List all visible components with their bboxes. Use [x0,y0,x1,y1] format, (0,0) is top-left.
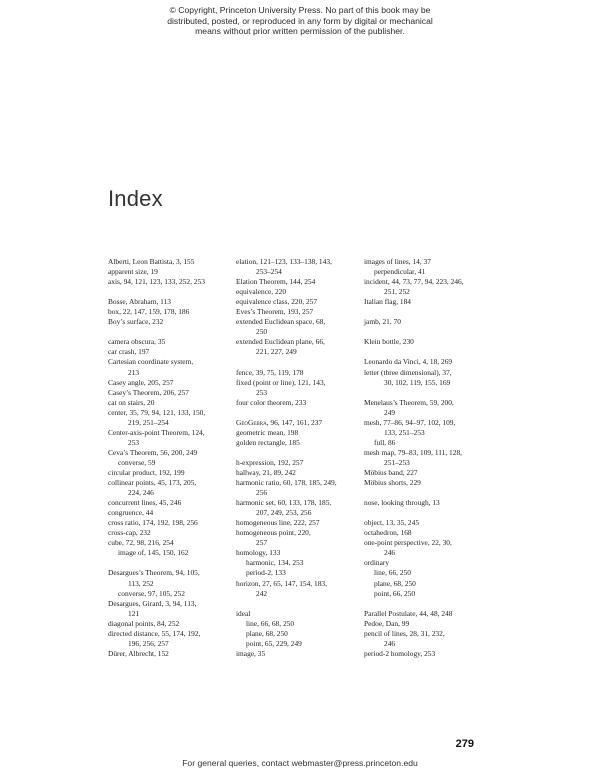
index-entry-continuation: 242 [256,588,268,598]
index-entry: horizon, 27, 65, 147, 154, 183, [236,578,327,588]
index-entry-continuation: 249 [384,407,396,417]
index-entry-continuation: 246 [384,638,396,648]
index-gap [364,327,489,337]
index-gap [236,408,361,418]
index-subentry: plane, 68, 250 [374,578,416,588]
index-entry: harmonic ratio, 60, 178, 185, 249, [236,478,337,488]
index-subentry: harmonic, 134, 253 [246,558,304,568]
index-entry: homogeneous point, 220, [236,528,311,538]
index-entry-continuation: 246 [384,548,396,558]
index-entry-continuation: 250 [256,327,268,337]
index-entry: diagonal points, 84, 252 [108,618,180,628]
index-entry: Bosse, Abraham, 113 [108,297,171,307]
index-entry: cube, 72, 98, 216, 254 [108,538,174,548]
index-entry: Desargues, Girard, 3, 94, 113, [108,598,197,608]
index-gap [364,307,489,317]
index-entry: fixed (point or line), 121, 143, [236,377,326,387]
index-entry: extended Euclidean plane, 66, [236,337,325,347]
index-entry: congruence, 44 [108,508,154,518]
index-entry: box, 22, 147, 159, 178, 186 [108,307,190,317]
index-entry: Casey angle, 205, 257 [108,377,174,387]
index-entry: Leonardo da Vinci, 4, 18, 269 [364,357,453,367]
index-entry: one-point perspective, 22, 30, [364,538,452,548]
index-gap [236,599,361,609]
index-entry: Möbius shorts, 229 [364,478,421,488]
index-entry: Ceva’s Theorem, 56, 200, 249 [108,447,198,457]
index-entry: Cartesian coordinate system, [108,357,194,367]
index-entry-continuation: 253–254 [256,267,282,277]
index-entry-continuation: 196, 256, 257 [128,638,169,648]
index-entry: collinear points, 45, 173, 205, [108,478,197,488]
index-entry: extended Euclidean space, 68, [236,317,326,327]
index-entry: nose, looking through, 13 [364,498,440,508]
index-column-2 [236,257,361,659]
page-title: Index [108,186,163,211]
index-entry: equivalence class, 220, 257 [236,297,318,307]
index-entry: Alberti, Leon Battista, 3, 155 [108,257,195,266]
index-subentry: plane, 68, 250 [246,628,288,638]
index-entry: ideal [236,608,251,618]
index-entry: concurrent lines, 45, 246 [108,498,182,508]
index-entry: Elation Theorem, 144, 254 [236,277,316,287]
index-entry-continuation: 113, 252 [128,578,154,588]
index-gap [236,357,361,367]
index-entry-continuation: 133, 251–253 [384,427,425,437]
copyright-line-1: © Copyright, Princeton University Press. No part of this book may be [169,5,431,15]
index-entry: harmonic set, 60, 133, 178, 185, [236,498,332,508]
index-entry: pencil of lines, 28, 31, 232, [364,628,445,638]
index-subentry: line, 66, 68, 250 [246,618,295,628]
index-entry: Pedoe, Dan, 99 [364,618,410,628]
index-gap [236,448,361,458]
index-entry: Desargues’s Theorem, 94, 105, [108,568,200,578]
index-entry: Center-axis-point Theorem, 124, [108,427,205,437]
index-column-3 [364,257,489,659]
copyright-line-2: distributed, posted, or reproduced in any form by digital or mechanical [167,15,433,26]
index-entry-continuation: 121 [128,608,140,618]
index-subentry: point, 66, 250 [374,588,416,598]
index-subentry: full, 86 [374,437,396,447]
index-entry: camera obscura, 35 [108,337,166,347]
index-entry-continuation: 256 [256,488,268,498]
index-subentry: point, 65, 229, 249 [246,638,302,648]
index-entry: h-expression, 192, 257 [236,457,304,467]
index-gap [364,347,489,357]
index-gap [364,599,489,609]
index-entry: Italian flag, 184 [364,297,411,307]
index-entry: image, 35 [236,648,266,658]
index-entry: mesh, 77–86, 94–97, 102, 109, [364,417,456,427]
index-entry: golden rectangle, 185 [236,437,300,447]
index-entry: octahedron, 168 [364,528,412,538]
index-entry: GeoGebra, 96, 147, 161, 237 [236,417,323,427]
index-gap [364,488,489,498]
index-entry: directed distance, 55, 174, 192, [108,628,201,638]
index-entry: Dürer, Albrecht, 152 [108,648,169,658]
index-entry: letter (three dimensional), 37, [364,367,452,377]
index-entry-continuation: 253 [128,437,140,447]
copyright-notice [95,5,505,37]
index-entry: fence, 39, 75, 119, 178 [236,367,304,377]
index-entry: Casey’s Theorem, 206, 257 [108,387,189,397]
index-entry: cross ratio, 174, 192, 198, 256 [108,518,198,528]
index-column-1 [108,257,233,659]
index-entry: Boy’s surface, 232 [108,317,164,327]
index-entry-continuation: 30, 102, 119, 155, 169 [384,377,451,387]
index-entry: axis, 94, 121, 123, 133, 252, 253 [108,277,205,287]
index-entry: Eves’s Theorem, 193, 257 [236,307,314,317]
index-entry: object, 13, 35, 245 [364,518,420,528]
index-gap [108,558,233,568]
index-entry: Menelaus’s Theorem, 59, 200, [364,397,454,407]
index-entry-continuation: 207, 249, 253, 256 [256,508,312,518]
index-entry: cat on stairs, 20 [108,397,155,407]
index-subentry: image of, 145, 150, 162 [118,548,189,558]
index-entry-continuation: 224, 246 [128,488,154,498]
index-subentry: period-2, 133 [246,568,286,578]
index-gap [108,287,233,297]
index-entry-continuation: 251–253 [384,457,410,467]
footer-contact: For general queries, contact webmaster@press.princeton.edu [182,758,418,768]
index-subentry: converse, 59 [118,457,156,467]
index-entry: geometric mean, 198 [236,427,299,437]
index-subentry: perpendicular, 41 [374,267,426,277]
copyright-line-3: means without prior written permission of the publisher. [195,26,405,36]
index-entry: equivalence, 220 [236,287,287,297]
index-entry: four color theorem, 233 [236,397,307,407]
index-entry-continuation: 253 [256,387,268,397]
index-entry-continuation: 219, 251–254 [128,417,169,427]
index-entry-continuation: 221, 227, 249 [256,347,297,357]
index-gap [364,508,489,518]
index-subentry: converse, 97, 105, 252 [118,588,185,598]
index-entry: center, 35, 79, 94, 121, 133, 150, [108,407,206,417]
index-entry: ordinary [364,558,390,568]
index-subentry: line, 66, 250 [374,568,411,578]
index-entry: apparent size, 19 [108,267,158,277]
index-entry: period-2 homology, 253 [364,648,436,658]
index-entry: Möbius band, 227 [364,467,418,477]
index-entry: elation, 121–123, 133–138, 143, [236,257,332,266]
index-entry: Parallel Postulate, 44, 48, 248 [364,608,453,618]
index-gap [108,327,233,337]
index-entry: car crash, 197 [108,347,150,357]
index-entry: circular product, 192, 199 [108,467,185,477]
index-entry: cross-cap, 232 [108,528,151,538]
index-gap [364,388,489,398]
index-entry: mesh map, 79–83, 109, 111, 128, [364,447,462,457]
index-entry-continuation: 251, 252 [384,287,410,297]
index-entry-continuation: 213 [128,367,140,377]
index-entry: homology, 133 [236,548,281,558]
index-entry: images of lines, 14, 37 [364,257,431,266]
page-number: 279 [455,738,474,750]
index-entry: jamb, 21, 70 [364,317,401,327]
index-entry-continuation: 257 [256,538,268,548]
index-entry: hallway, 21, 89, 242 [236,467,296,477]
index-entry: incident, 44, 73, 77, 94, 223, 246, [364,277,464,287]
index-entry: homogeneous line, 222, 257 [236,518,320,528]
index-entry: Klein bottle, 230 [364,337,414,347]
